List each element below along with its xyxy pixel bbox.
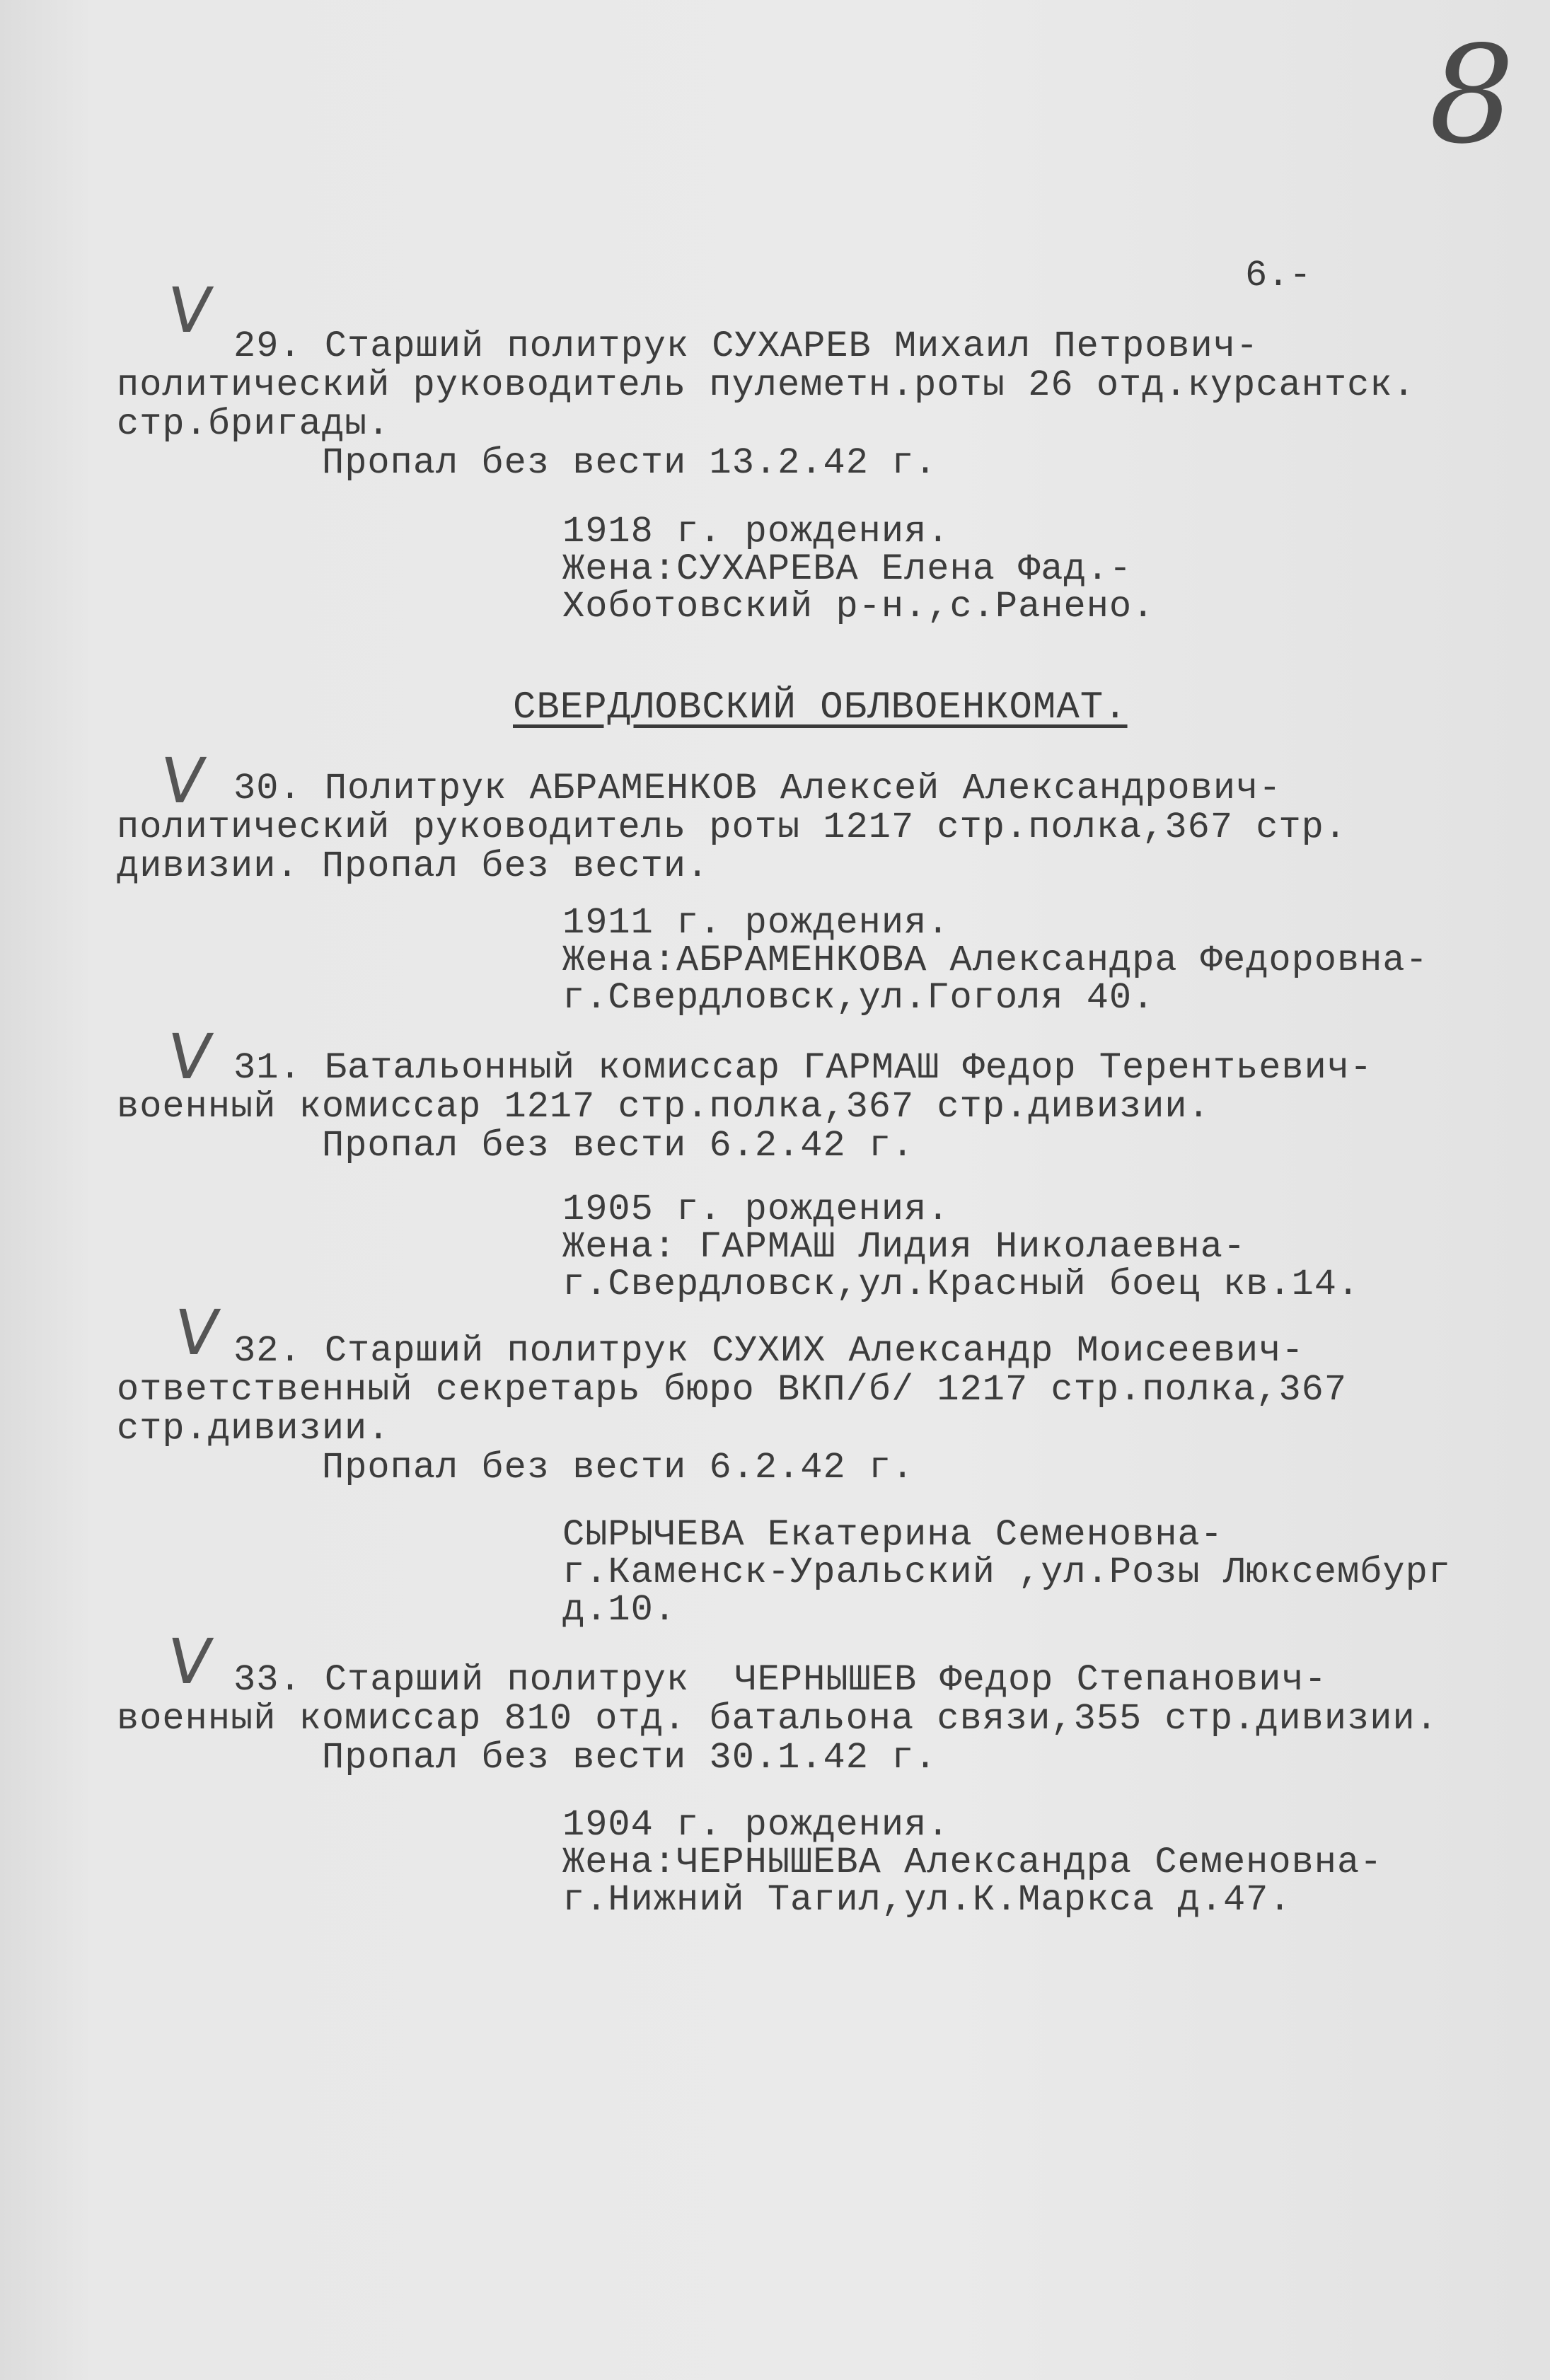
entry-33-detail-3: г.Нижний Тагил,ул.К.Маркса д.47. — [562, 1879, 1292, 1921]
entry-31-detail-1: 1905 г. рождения. — [562, 1189, 950, 1230]
entry-30-line-2: политический руководитель роты 1217 стр.полка,367 стр. — [117, 807, 1348, 848]
entry-32-detail-1: СЫРЫЧЕВА Екатерина Семеновна- — [562, 1514, 1223, 1556]
entry-29-detail-3: Хоботовский р-н.,с.Ранено. — [562, 586, 1155, 628]
entry-32-detail-3: д.10. — [562, 1589, 677, 1631]
entry-31-line-1: 31. Батальонный комиссар ГАРМАШ Федор Терентьевич- — [233, 1047, 1373, 1089]
entry-29-line-1: 29. Старший политрук СУХАРЕВ Михаил Петрович- — [233, 325, 1259, 367]
entry-29-detail-1: 1918 г. рождения. — [562, 511, 950, 553]
entry-29-line-3: стр.бригады. — [117, 403, 391, 445]
entry-29-detail-2: Жена:СУХАРЕВА Елена Фад.- — [562, 548, 1133, 590]
entry-30-detail-2: Жена:АБРАМЕНКОВА Александра Федоровна- — [562, 940, 1428, 981]
entry-32-detail-2: г.Каменск-Уральский ,ул.Розы Люксембург — [562, 1552, 1451, 1593]
check-mark-icon: V — [156, 744, 209, 817]
check-mark-icon: V — [163, 1020, 216, 1093]
entry-32-status: Пропал без вести 6.2.42 г. — [322, 1447, 915, 1489]
entry-30-detail-1: 1911 г. рождения. — [562, 902, 950, 944]
check-mark-icon: V — [163, 1625, 216, 1698]
entry-30-line-1: 30. Политрук АБРАМЕНКОВ Алексей Александрович- — [233, 768, 1282, 809]
entry-33-detail-2: Жена:ЧЕРНЫШЕВА Александра Семеновна- — [562, 1842, 1383, 1883]
entry-33-line-1: 33. Старший политрук ЧЕРНЫШЕВ Федор Степанович- — [233, 1659, 1327, 1701]
entry-32-line-1: 32. Старший политрук СУХИХ Александр Моисеевич- — [233, 1330, 1305, 1372]
entry-30-detail-3: г.Свердловск,ул.Гоголя 40. — [562, 977, 1155, 1019]
page-number: 6.- — [1245, 255, 1312, 296]
entry-32-line-3: стр.дивизии. — [117, 1408, 391, 1450]
handwritten-sheet-number: 8 — [1429, 17, 1515, 173]
check-mark-icon: V — [163, 274, 216, 347]
entry-31-detail-3: г.Свердловск,ул.Красный боец кв.14. — [562, 1264, 1360, 1305]
entry-32-line-2: ответственный секретарь бюро ВКП/б/ 1217 стр.полка,367 — [117, 1369, 1348, 1411]
entry-31-status: Пропал без вести 6.2.42 г. — [322, 1125, 915, 1167]
entry-33-status: Пропал без вести 30.1.42 г. — [322, 1737, 937, 1779]
entry-31-line-2: военный комиссар 1217 стр.полка,367 стр.дивизии. — [117, 1086, 1210, 1128]
entry-29-line-2: политический руководитель пулеметн.роты 26 отд.курсантск. — [117, 364, 1416, 406]
entry-33-detail-1: 1904 г. рождения. — [562, 1804, 950, 1846]
check-mark-icon: V — [170, 1296, 224, 1369]
entry-31-detail-2: Жена: ГАРМАШ Лидия Николаевна- — [562, 1226, 1247, 1268]
entry-29-status: Пропал без вести 13.2.42 г. — [322, 442, 937, 484]
entry-33-line-2: военный комиссар 810 отд. батальона связи,355 стр.дивизии. — [117, 1698, 1438, 1740]
entry-30-line-3: дивизии. Пропал без вести. — [117, 845, 710, 887]
section-heading: СВЕРДЛОВСКИЙ ОБЛВОЕНКОМАТ. — [513, 686, 1128, 729]
